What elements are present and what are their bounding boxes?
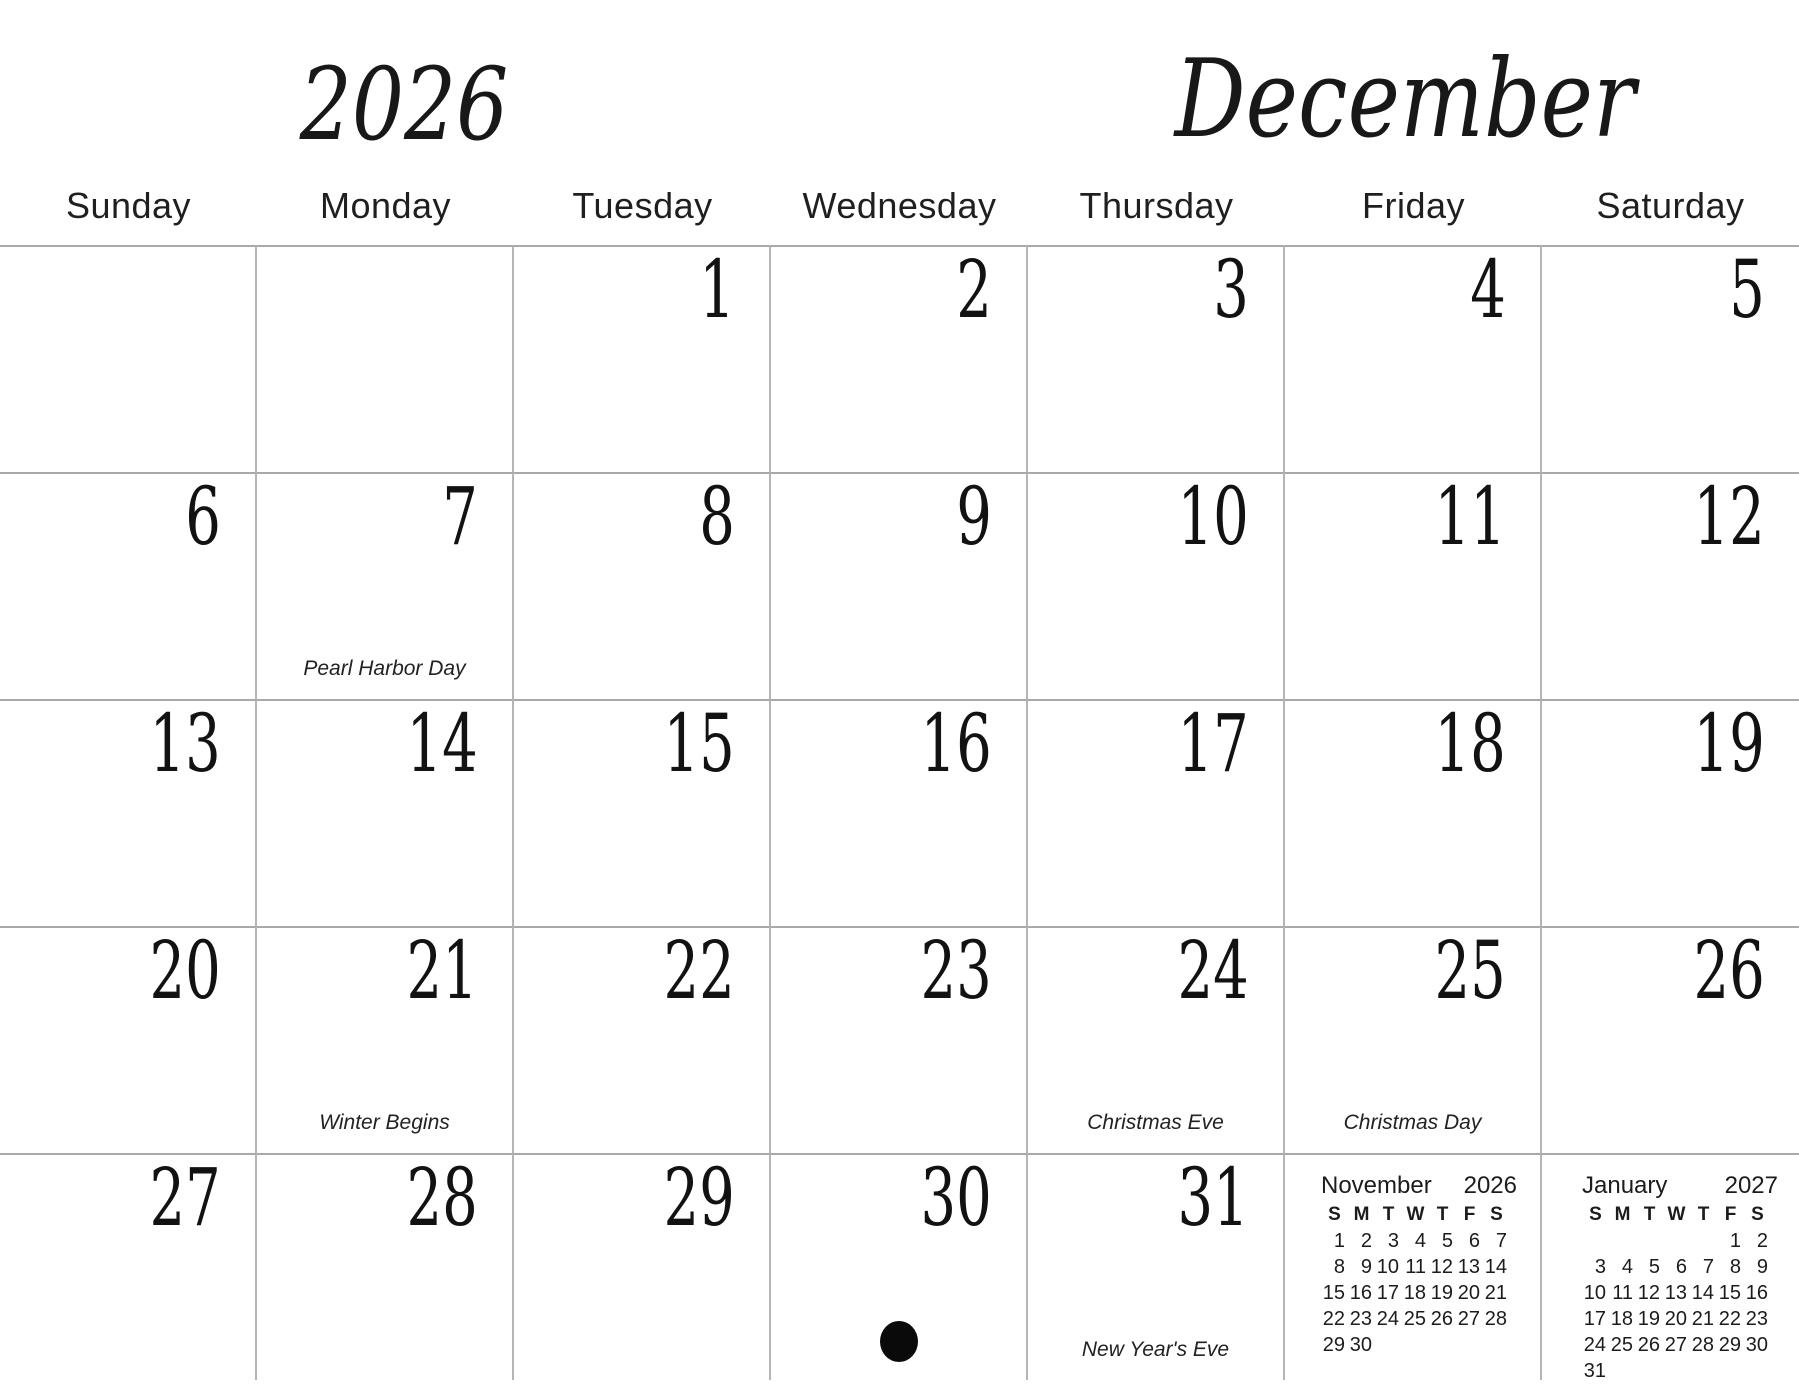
day-cell-11	[1285, 472, 1542, 699]
mini-date: 2	[1756, 1230, 1768, 1252]
mini-calendar-november	[1321, 1173, 1517, 1358]
mini-day-letter: W	[1406, 1204, 1425, 1225]
mini-date: 19	[1637, 1308, 1660, 1330]
mini-date: 28	[1691, 1334, 1714, 1356]
mini-day-letter: S	[1490, 1204, 1503, 1225]
date-number: 28	[406, 1151, 478, 1244]
weekday-label-sunday: Sunday	[65, 185, 192, 226]
mini-empty	[1717, 1358, 1744, 1384]
mini-month-name: November	[1321, 1172, 1432, 1199]
mini-date: 12	[1430, 1256, 1453, 1278]
mini-date: 9	[1360, 1256, 1372, 1278]
day-cell-8	[514, 472, 771, 699]
mini-empty	[1456, 1332, 1483, 1358]
day-cell-20	[0, 926, 257, 1153]
mini-date: 20	[1457, 1282, 1480, 1304]
day-cell-26	[1542, 926, 1799, 1153]
day-cell-empty	[0, 245, 257, 472]
date-number: 19	[1693, 697, 1765, 790]
date-number: 6	[185, 470, 221, 563]
mini-date: 29	[1718, 1334, 1741, 1356]
mini-date: 3	[1387, 1230, 1399, 1252]
date-number: 1	[699, 243, 735, 336]
mini-day-letter: T	[1382, 1204, 1395, 1225]
mini-date: 6	[1468, 1230, 1480, 1252]
mini-date: 1	[1333, 1230, 1345, 1252]
date-number: 9	[956, 470, 992, 563]
mini-day-letter: F	[1724, 1204, 1737, 1225]
mini-date: 17	[1376, 1282, 1399, 1304]
day-cell-1	[514, 245, 771, 472]
mini-empty	[1402, 1332, 1429, 1358]
date-number: 27	[149, 1151, 221, 1244]
day-cell-28	[257, 1153, 514, 1380]
holiday-label: Christmas Day	[1343, 1111, 1482, 1134]
mini-day-letter: S	[1328, 1204, 1341, 1225]
day-cell-29	[514, 1153, 771, 1380]
mini-date: 30	[1745, 1334, 1768, 1356]
mini-date: 23	[1349, 1308, 1372, 1330]
day-cell-3	[1028, 245, 1285, 472]
day-cell-27	[0, 1153, 257, 1380]
day-cell-4	[1285, 245, 1542, 472]
day-cell-23	[771, 926, 1028, 1153]
date-number: 17	[1177, 697, 1249, 790]
mini-day-letter: W	[1667, 1204, 1686, 1225]
date-number: 21	[406, 924, 478, 1017]
day-cell-2	[771, 245, 1028, 472]
date-number: 24	[1177, 924, 1249, 1017]
day-cell-empty	[1285, 1153, 1542, 1380]
day-cell-30	[771, 1153, 1028, 1380]
date-number: 3	[1213, 243, 1249, 336]
day-cell-22	[514, 926, 771, 1153]
day-cell-13	[0, 699, 257, 926]
mini-date: 24	[1583, 1334, 1606, 1356]
mini-empty	[1429, 1332, 1456, 1358]
mini-date: 10	[1376, 1256, 1399, 1278]
mini-date: 11	[1612, 1282, 1633, 1304]
mini-day-grid	[1582, 1202, 1778, 1384]
mini-empty	[1609, 1358, 1636, 1384]
mini-date: 29	[1322, 1334, 1345, 1356]
holiday-label: Christmas Eve	[1087, 1111, 1224, 1134]
mini-date: 15	[1718, 1282, 1741, 1304]
date-number: 13	[149, 697, 221, 790]
mini-date: 9	[1756, 1256, 1768, 1278]
mini-empty	[1636, 1228, 1663, 1254]
mini-date: 8	[1729, 1256, 1741, 1278]
date-number: 8	[699, 470, 735, 563]
date-number: 5	[1729, 243, 1765, 336]
mini-date: 12	[1637, 1282, 1660, 1304]
day-cell-5	[1542, 245, 1799, 472]
mini-day-letter: T	[1697, 1204, 1710, 1225]
mini-date: 30	[1349, 1334, 1372, 1356]
mini-empty	[1609, 1228, 1636, 1254]
date-number: 22	[663, 924, 735, 1017]
date-number: 4	[1470, 243, 1506, 336]
day-cell-14	[257, 699, 514, 926]
year-title: 2026	[299, 46, 509, 163]
mini-date: 21	[1484, 1282, 1507, 1304]
calendar-grid	[0, 245, 1799, 1380]
mini-date: 16	[1745, 1282, 1768, 1304]
holiday-label: Pearl Harbor Day	[303, 657, 466, 680]
mini-date: 8	[1333, 1256, 1345, 1278]
mini-date: 25	[1403, 1308, 1426, 1330]
mini-empty	[1663, 1358, 1690, 1384]
mini-date: 14	[1691, 1282, 1714, 1304]
mini-date: 26	[1430, 1308, 1453, 1330]
mini-date: 24	[1376, 1308, 1399, 1330]
holiday-label: Winter Begins	[319, 1111, 450, 1134]
mini-date: 17	[1583, 1308, 1606, 1330]
day-cell-17	[1028, 699, 1285, 926]
weekday-label-wednesday: Wednesday	[802, 185, 997, 226]
mini-date: 21	[1691, 1308, 1714, 1330]
date-number: 12	[1693, 470, 1765, 563]
date-number: 25	[1434, 924, 1506, 1017]
mini-date: 14	[1484, 1256, 1507, 1278]
day-cell-19	[1542, 699, 1799, 926]
day-cell-empty	[257, 245, 514, 472]
mini-date: 22	[1718, 1308, 1741, 1330]
day-cell-7	[257, 472, 514, 699]
date-number: 18	[1434, 697, 1506, 790]
day-cell-16	[771, 699, 1028, 926]
mini-month-name: January	[1582, 1172, 1668, 1199]
mini-day-letter: S	[1589, 1204, 1602, 1225]
date-number: 2	[956, 243, 992, 336]
day-cell-24	[1028, 926, 1285, 1153]
mini-date: 16	[1349, 1282, 1372, 1304]
mini-empty	[1690, 1358, 1717, 1384]
mini-date: 15	[1322, 1282, 1345, 1304]
mini-date: 11	[1405, 1256, 1426, 1278]
mini-date: 26	[1637, 1334, 1660, 1356]
day-cell-empty	[1542, 1153, 1799, 1380]
day-cell-31	[1028, 1153, 1285, 1380]
day-cell-15	[514, 699, 771, 926]
day-cell-6	[0, 472, 257, 699]
month-title: December	[1174, 37, 1636, 162]
mini-date: 7	[1495, 1230, 1507, 1252]
mini-date: 20	[1664, 1308, 1687, 1330]
mini-date: 13	[1457, 1256, 1480, 1278]
date-number: 20	[149, 924, 221, 1017]
weekday-label-tuesday: Tuesday	[572, 185, 713, 226]
date-number: 7	[442, 470, 478, 563]
mini-date: 1	[1729, 1230, 1741, 1252]
mini-day-letter: M	[1353, 1204, 1370, 1225]
date-number: 14	[406, 697, 478, 790]
weekday-header-row	[0, 186, 1799, 226]
mini-date: 27	[1457, 1308, 1480, 1330]
mini-date: 4	[1414, 1230, 1426, 1252]
day-cell-12	[1542, 472, 1799, 699]
mini-empty	[1690, 1228, 1717, 1254]
mini-date: 6	[1675, 1256, 1687, 1278]
date-number: 10	[1177, 470, 1249, 563]
weekday-label-friday: Friday	[1361, 185, 1466, 226]
mini-empty	[1744, 1358, 1771, 1384]
mini-empty	[1582, 1228, 1609, 1254]
date-number: 11	[1434, 470, 1506, 563]
weekday-label-saturday: Saturday	[1596, 185, 1745, 226]
mini-day-letter: T	[1436, 1204, 1449, 1225]
mini-year: 2027	[1724, 1172, 1778, 1199]
day-cell-9	[771, 472, 1028, 699]
new-moon-icon	[880, 1321, 918, 1362]
mini-date: 10	[1583, 1282, 1606, 1304]
weekday-label-thursday: Thursday	[1079, 185, 1234, 226]
mini-date: 18	[1610, 1308, 1633, 1330]
mini-date: 3	[1594, 1256, 1606, 1278]
mini-date: 13	[1664, 1282, 1687, 1304]
mini-day-letter: T	[1643, 1204, 1656, 1225]
mini-date: 5	[1441, 1230, 1453, 1252]
weekday-label-monday: Monday	[319, 185, 452, 226]
date-number: 29	[663, 1151, 735, 1244]
mini-day-letter: M	[1614, 1204, 1631, 1225]
mini-empty	[1375, 1332, 1402, 1358]
mini-day-letter: F	[1463, 1204, 1476, 1225]
mini-empty	[1636, 1358, 1663, 1384]
date-number: 16	[920, 697, 992, 790]
mini-empty	[1663, 1228, 1690, 1254]
date-number: 26	[1693, 924, 1765, 1017]
mini-date: 31	[1583, 1360, 1606, 1382]
mini-day-letter: S	[1751, 1204, 1764, 1225]
mini-date: 22	[1322, 1308, 1345, 1330]
mini-date: 23	[1745, 1308, 1768, 1330]
mini-calendar-header	[1321, 1173, 1517, 1199]
date-number: 31	[1177, 1151, 1249, 1244]
day-cell-10	[1028, 472, 1285, 699]
mini-day-grid	[1321, 1202, 1517, 1358]
day-cell-21	[257, 926, 514, 1153]
date-number: 30	[920, 1151, 992, 1244]
mini-calendar-header	[1582, 1173, 1778, 1199]
mini-date: 4	[1621, 1256, 1633, 1278]
mini-date: 5	[1648, 1256, 1660, 1278]
holiday-label: New Year's Eve	[1081, 1338, 1230, 1361]
mini-date: 27	[1664, 1334, 1687, 1356]
mini-calendar-january	[1582, 1173, 1778, 1384]
mini-date: 19	[1430, 1282, 1453, 1304]
mini-date: 28	[1484, 1308, 1507, 1330]
mini-date: 18	[1403, 1282, 1426, 1304]
mini-year: 2026	[1463, 1172, 1517, 1199]
day-cell-18	[1285, 699, 1542, 926]
mini-date: 7	[1702, 1256, 1714, 1278]
mini-date: 2	[1360, 1230, 1372, 1252]
mini-empty	[1483, 1332, 1510, 1358]
day-cell-25	[1285, 926, 1542, 1153]
date-number: 23	[920, 924, 992, 1017]
mini-date: 25	[1610, 1334, 1633, 1356]
date-number: 15	[663, 697, 735, 790]
